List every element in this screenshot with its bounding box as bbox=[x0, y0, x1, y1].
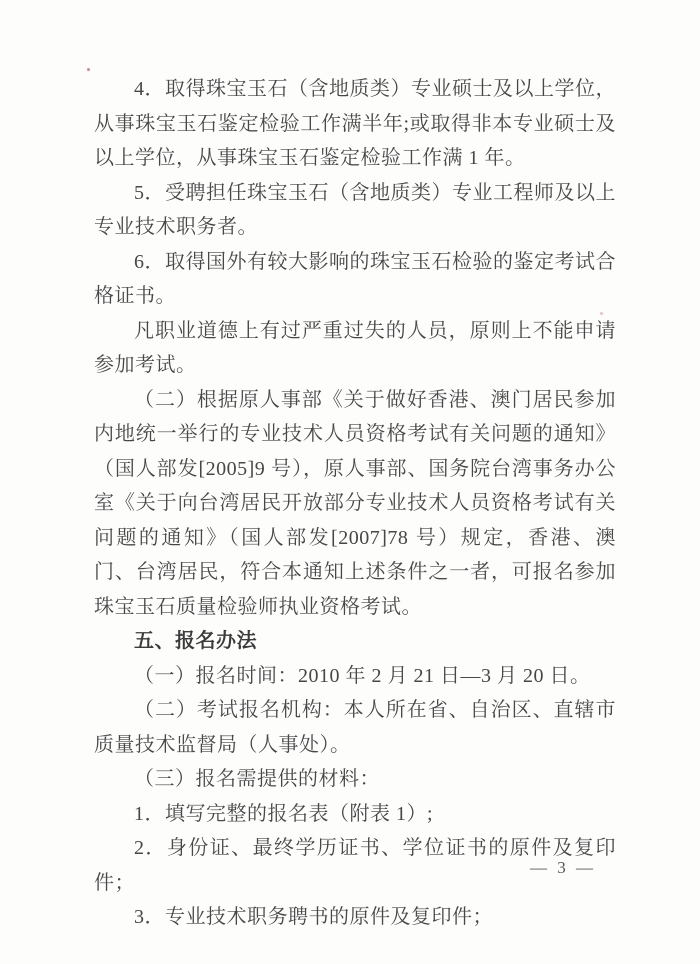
paragraph-material-3: 3．专业技术职务聘书的原件及复印件； bbox=[134, 906, 493, 928]
scan-artifact-dot bbox=[87, 68, 90, 71]
paragraph-item-6: 6．取得国外有较大影响的珠宝玉石检验的鉴定考试合格证书。 bbox=[94, 250, 616, 307]
paragraph-item-4: 4．取得珠宝玉石（含地质类）专业硕士及以上学位，从事珠宝玉石鉴定检验工作满半年;或取得非本专业硕士及以上学位，从事珠宝玉石鉴定检验工作满 1 年。 bbox=[94, 78, 616, 169]
paragraph-material-2: 2．身份证、最终学历证书、学位证书的原件及复印件； bbox=[94, 837, 616, 894]
section-heading-5: 五、报名办法 bbox=[134, 630, 257, 652]
page-number: — 3 — bbox=[530, 858, 596, 877]
paragraph-reg-time: （一）报名时间：2010 年 2 月 21 日—3 月 20 日。 bbox=[134, 664, 591, 687]
paragraph-materials-intro: （三）报名需提供的材料： bbox=[134, 768, 380, 790]
paragraph-reg-agency: （二）考试报名机构：本人所在省、自治区、直辖市质量技术监督局（人事处）。 bbox=[94, 699, 616, 756]
paragraph-material-1: 1．填写完整的报名表（附表 1）; bbox=[134, 802, 434, 825]
paragraph-ethics-note: 凡职业道德上有过严重过失的人员，原则上不能申请参加考试。 bbox=[94, 319, 616, 376]
paragraph-hk-mo-tw: （二）根据原人事部《关于做好香港、澳门居民参加内地统一举行的专业技术人员资格考试有关问题的通知》（国人部发[2005]9 号），原人事部、国务院台湾事务办公室《关于向台湾居民开放部分专业技术人员资格考试有关问题的通知》（国人部发[2007]78 号）规定，香港、澳门、台湾居民，符合本通知上述条件之一者，可报名参加珠宝玉石质量检验师执业资格考试。 bbox=[94, 388, 616, 618]
document-body bbox=[94, 72, 616, 935]
paragraph-item-5: 5．受聘担任珠宝玉石（含地质类）专业工程师及以上专业技术职务者。 bbox=[94, 181, 616, 238]
